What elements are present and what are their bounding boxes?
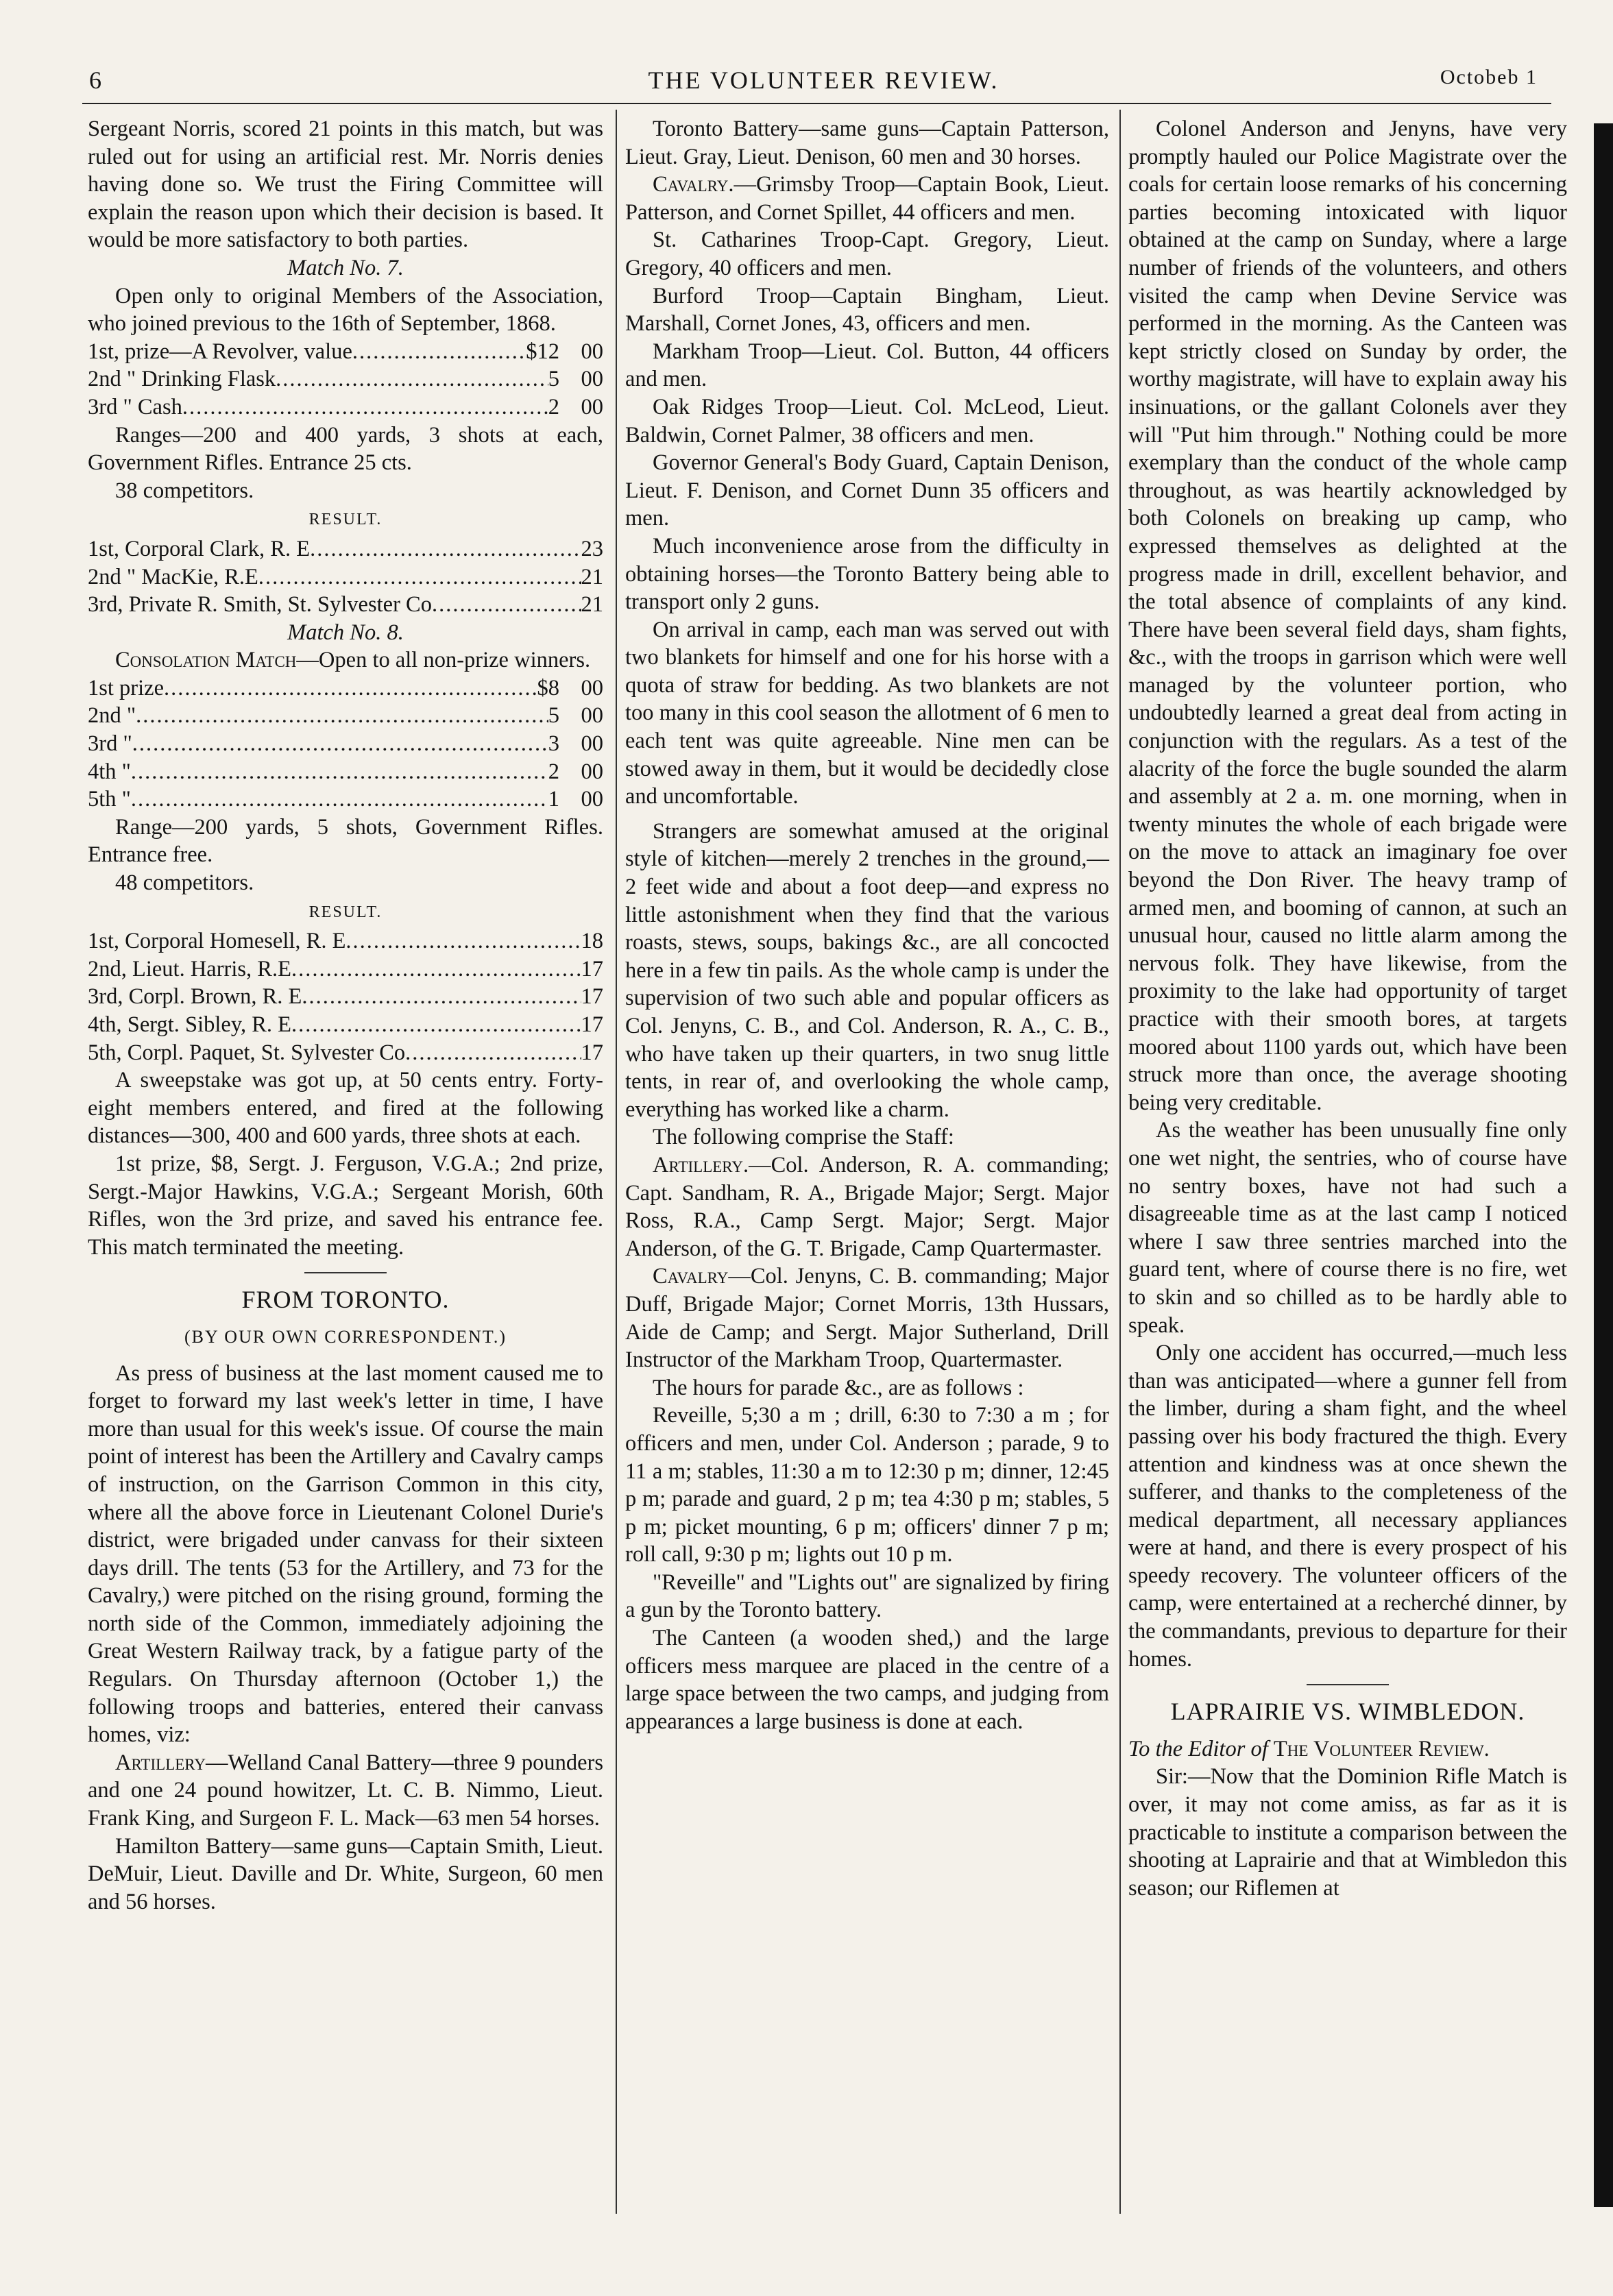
section-divider xyxy=(1307,1684,1389,1685)
column-1 xyxy=(88,115,603,1916)
norris-paragraph: Sergeant Norris, scored 21 points in this match, but was ruled out for using an artificial rest. Mr. Norris denies having done so. We trust the Firing Committee will explain the reason upon which their decision is based. It would be more satisfactory to both parties. xyxy=(88,117,603,253)
column-divider-1 xyxy=(616,110,617,2214)
section-divider xyxy=(304,1272,387,1273)
toronto-paragraph-1: As press of business at the last moment caused me to forget to forward my last week's letter in time, I have more than usual for this week's issue. Of course the main point of interest has been the Artillery and Cavalry camps of instruction, on the Garrison Common in this city, where all the above force in Lieutenant Colonel Durie's district, were brigaded under canvass for their sixteen days drill. The tents (53 for the Artillery, and 73 for the Cavalry,) were pitched on the rising ground, forming the north side of the Common, immediately adjoining the Great Western Railway track, by a fatigue party of the Regulars. On Thursday afternoon (October 1,) the following troops and batteries, entered their canvass homes, viz: xyxy=(88,1360,603,1748)
prize-row: 2nd " Drinking Flask ..... 5 00 xyxy=(88,365,603,393)
match7-competitors: 38 competitors. xyxy=(115,478,254,503)
from-toronto-heading: FROM TORONTO. xyxy=(241,1286,450,1314)
sweepstake-paragraph: A sweepstake was got up, at 50 cents entry. Forty-eight members entered, and fired at the following distances—300, 400 and 600 yards, three shots at each. xyxy=(88,1068,603,1149)
prize-row: 3rd " ..... 3 00 xyxy=(88,730,603,758)
kitchen-paragraph: Strangers are somewhat amused at the original style of kitchen—merely 2 trenches in the ground,— 2 feet wide and about a foot deep—and express no little astonishment when they find that the various roasts, stews, soups, bakings &c., are all concocted here in a few tin pails. As the whole camp is under the supervision of two such able and popular officers as Col. Jenyns, C. B., and Col. Anderson, R. A., C. B., who have taken up their quarters, in two snug little tents, in rear of, and overlooking the whole camp, everything has worked like a charm. xyxy=(625,818,1109,1122)
laprairie-heading: LAPRAIRIE VS. WIMBLEDON. xyxy=(1170,1698,1525,1726)
match7-title: Match No. 7. xyxy=(287,255,404,280)
result-label: RESULT. xyxy=(308,511,383,529)
result-row: 3rd, Corpl. Brown, R. E ..... 17 xyxy=(88,983,603,1011)
prize-row: 1st, prize—A Revolver, value ..... $12 00 xyxy=(88,338,603,366)
toronto-paragraph-2: Artillery—Welland Canal Battery—three 9 pounders and one 24 pound howitzer, Lt. C. B. Nimmo, Lieut. Frank King, and Surgeon F. L. Mack—63 men 54 horses. xyxy=(88,1750,603,1831)
match7-ranges: Ranges—200 and 400 yards, 3 shots at each, Government Rifles. Entrance 25 cts. xyxy=(88,422,603,476)
cavalry-paragraph: Cavalry.—Grimsby Troop—Captain Book, Lieut. Patterson, and Cornet Spillet, 44 officers and men. xyxy=(625,172,1109,225)
match8-competitors: 48 competitors. xyxy=(115,870,254,896)
body-guard-paragraph: Governor General's Body Guard, Captain Denison, Lieut. F. Denison, and Cornet Dunn 35 officers and men. xyxy=(625,450,1109,531)
page-header xyxy=(82,66,1565,107)
match8-range: Range—200 yards, 5 shots, Government Rifles. Entrance free. xyxy=(88,814,603,868)
toronto-battery-paragraph: Toronto Battery—same guns—Captain Patterson, Lieut. Gray, Lieut. Denison, 60 men and 30 horses. xyxy=(625,117,1109,169)
burford-paragraph: Burford Troop—Captain Bingham, Lieut. Marshall, Cornet Jones, 43, officers and men. xyxy=(625,283,1109,337)
canteen-paragraph: The Canteen (a wooden shed,) and the large officers mess marquee are placed in the centre of a large space between the two camps, and judging from appearances a large business is done at each. xyxy=(625,1626,1109,1734)
oak-ridges-paragraph: Oak Ridges Troop—Lieut. Col. McLeod, Lieut. Baldwin, Cornet Palmer, 38 officers and men. xyxy=(625,394,1109,448)
match8-results xyxy=(88,927,603,1066)
result-row: 2nd " MacKie, R.E ..... 21 xyxy=(88,563,603,591)
prize-row: 2nd " ..... 5 00 xyxy=(88,702,603,730)
correspondent-byline: (BY OUR OWN CORRESPONDENT.) xyxy=(184,1326,507,1347)
prize-row: 1st prize ..... $8 00 xyxy=(88,674,603,703)
accident-paragraph: Only one accident has occurred,—much less than was anticipated—where a gunner fell from the limber, during a sham fight, and the wheel passing over his body fractured the thigh. Every attention and kindness was at once shewn the sufferer, and thanks to the completeness of the medical department, all necessary appliances were at hand, and there is every prospect of his speedy recovery. The volunteer officers of the camp, were entertained at a recherché dinner, by the commandants, previous to departure for their homes. xyxy=(1128,1341,1567,1672)
result-row: 3rd, Private R. Smith, St. Sylvester Co ..... 21 xyxy=(88,591,603,619)
match8-description: Consolation Match—Open to all non-prize winners. xyxy=(115,648,591,673)
match7-results xyxy=(88,535,603,619)
hours-intro: The hours for parade &c., are as follows : xyxy=(653,1375,1024,1400)
markham-paragraph: Markham Troop—Lieut. Col. Button, 44 officers and men. xyxy=(625,339,1109,392)
horses-paragraph: Much inconvenience arose from the difficulty in obtaining horses—the Toronto Battery being able to transport only 2 guns. xyxy=(625,533,1109,615)
match7-prizes xyxy=(88,338,603,422)
result-row: 1st, Corporal Homesell, R. E ..... 18 xyxy=(88,927,603,955)
toronto-paragraph-3: Hamilton Battery—same guns—Captain Smith, Lieut. DeMuir, Lieut. Daville and Dr. White, Surgeon, 60 men and 56 horses. xyxy=(88,1833,603,1914)
weather-paragraph: As the weather has been unusually fine only one wet night, the sentries, who of course have no sentry boxes, have not had such a disagreeable time as at the last camp I noticed where I saw three sentries marched into the guard tent, where of course there is no fire, wet to skin and so chilled as to be hardly able to speak. xyxy=(1128,1118,1567,1338)
result-row: 1st, Corporal Clark, R. E ..... 23 xyxy=(88,535,603,563)
hours-paragraph: Reveille, 5;30 a m ; drill, 6:30 to 7:30 a m ; for officers and men, under Col. Anderson ; parade, 9 to 11 a m; stables, 11:30 a m to 12:30 p m; dinner, 12:45 p m; parade and guard, 2 p m; tea 4:30 p m; stables, 5 p m; picket mounting, 6 p m; officers' dinner 7 p m; roll call, 9:30 p m; lights out 10 p m. xyxy=(625,1403,1109,1567)
header-rule xyxy=(82,103,1551,104)
artillery-staff-paragraph: Artillery.—Col. Anderson, R. A. commanding; Capt. Sandham, R. A., Brigade Major; Sergt. Major Ross, R.A., Camp Sergt. Major; Sergt. Major Anderson, of the G. T. Brigade, Camp Quartermaster. xyxy=(625,1152,1109,1261)
result-label: RESULT. xyxy=(308,903,383,921)
cavalry-staff-paragraph: Cavalry—Col. Jenyns, C. B. commanding; Major Duff, Brigade Major; Cornet Morris, 13th Hussars, Aide de Camp; and Sergt. Major Sutherland, Drill Instructor of the Markham Troop, Quartermaster. xyxy=(625,1264,1109,1373)
blankets-paragraph: On arrival in camp, each man was served out with two blankets for himself and one for his horse with a quota of straw for bedding. As two blankets are not too many in this cool season the allotment of 6 men to each tent was quite agreeable. Nine men can be stowed away in them, but it would be decidedly close and uncomfortable. xyxy=(625,617,1109,809)
magistrate-paragraph: Colonel Anderson and Jenyns, have very promptly hauled our Police Magistrate over the coals for certain loose remarks of his concerning parties becoming intoxicated with liquor obtained at the camp on Sunday, where a large number of friends of the volunteers, and others visited the camp when Devine Service was performed in the morning. As the Canteen was kept strictly closed on Sunday by order, the worthy magistrate, will have to explain away his insinuations, or the gallant Colonels aver they will "Put him through." Nothing could be more exemplary than the conduct of the whole camp throughout, as was heartily acknowledged by both Colonels on breaking up camp, who expressed themselves as delighted at the progress made in drill, excellent behavior, and the total absence of complaints of any kind. There have been several field days, sham fights, &c., with the troops in garrison which were well managed by the volunteer portion, who undoubtedly learned a great deal from acting in conjunction with the regulars. As a test of the alacrity of the force the bugle sounded the alarm and assembly at 2 a. m. one morning, when in twenty minutes the whole of each brigade were on the move to attack an imaginary foe over beyond the Don River. The heavy tramp of armed men, and booming of cannon, at such an unusual hour, caused no little alarm among the nervous folk. They have likewise, from the proximity to the lake had opportunity of target practice with their smooth bores, at targets moored about 1100 yards out, which have been struck more than once, the average shooting being very creditable. xyxy=(1128,117,1567,1115)
letter-body: Sir:—Now that the Dominion Rifle Match is over, it may not come amiss, as far as it is practicable to institute a comparison between the shooting at Laprairie and that at Wimbledon this season; our Riflemen at xyxy=(1128,1764,1567,1901)
result-row: 4th, Sergt. Sibley, R. E ..... 17 xyxy=(88,1011,603,1039)
prize-row: 3rd " Cash ..... 2 00 xyxy=(88,393,603,422)
sweepstake-results: 1st prize, $8, Sergt. J. Ferguson, V.G.A.; 2nd prize, Sergt.-Major Hawkins, V.G.A.; Sergeant Morish, 60th Rifles, won the 3rd prize, and saved his entrance fee. This match terminated the meeting. xyxy=(88,1151,603,1260)
page-edge-shadow xyxy=(1594,123,1613,2207)
column-2 xyxy=(625,115,1109,1735)
issue-date: Octobeb 1 xyxy=(1440,66,1538,88)
match7-description: Open only to original Members of the Association, who joined previous to the 16th of September, 1868. xyxy=(88,283,603,337)
column-3 xyxy=(1128,115,1567,1902)
reveille-paragraph: "Reveille" and "Lights out" are signalized by firing a gun by the Toronto battery. xyxy=(625,1570,1109,1623)
column-divider-2 xyxy=(1119,110,1121,2214)
masthead-title: THE VOLUNTEER REVIEW. xyxy=(648,66,999,94)
prize-row: 4th " ..... 2 00 xyxy=(88,758,603,786)
match8-title: Match No. 8. xyxy=(287,620,404,645)
staff-intro: The following comprise the Staff: xyxy=(653,1125,954,1150)
page-number: 6 xyxy=(89,66,101,94)
st-catharines-paragraph: St. Catharines Troop-Capt. Gregory, Lieut. Gregory, 40 officers and men. xyxy=(625,228,1109,280)
match8-prizes xyxy=(88,674,603,814)
result-row: 2nd, Lieut. Harris, R.E ..... 17 xyxy=(88,955,603,984)
letter-salutation: To the Editor of The Volunteer Review. xyxy=(1128,1736,1490,1761)
result-row: 5th, Corpl. Paquet, St. Sylvester Co ..... 17 xyxy=(88,1039,603,1067)
prize-row: 5th " ..... 1 00 xyxy=(88,785,603,814)
